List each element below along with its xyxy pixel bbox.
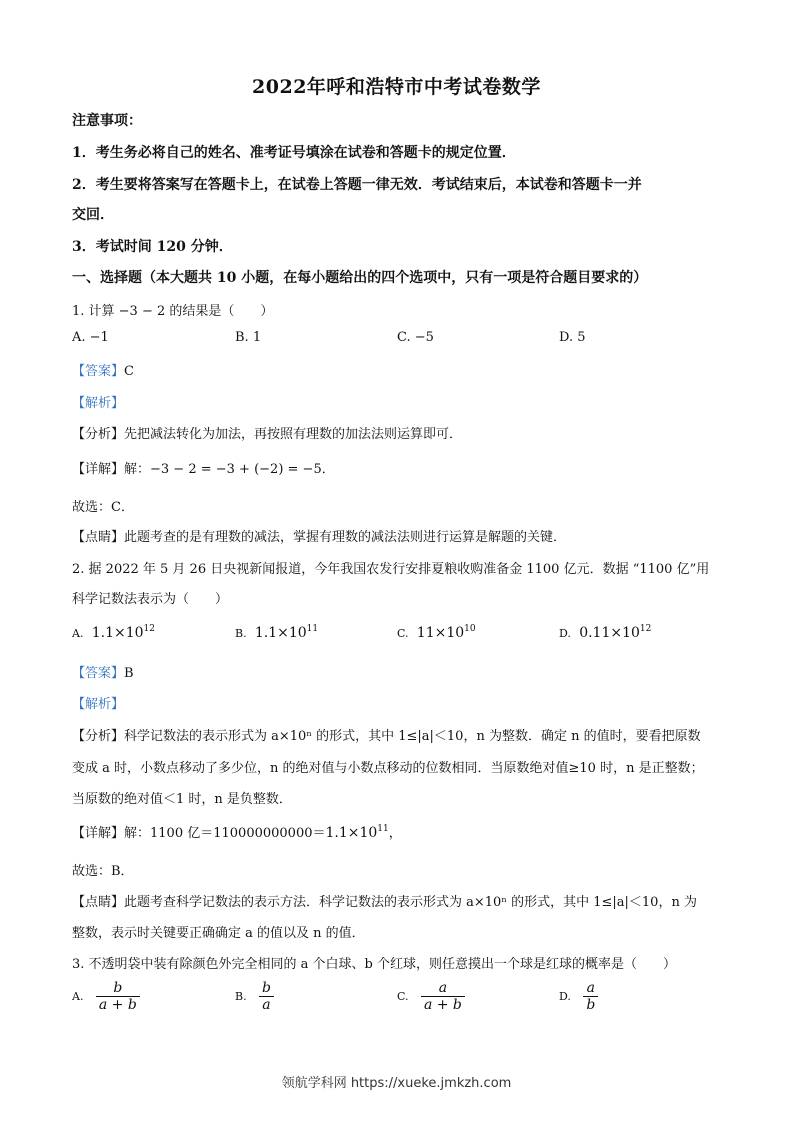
page-title: 2022年呼和浩特市中考试卷数学 (252, 76, 541, 98)
q2-jiexi (72, 693, 124, 712)
q2-option-a: A. $1.1\times 10^{12}$ (72, 624, 155, 641)
q2-option-d: D. $0.11\times 10^{12}$ (559, 624, 652, 641)
q1-jiexi (72, 392, 124, 411)
q2-analysis-line1 (72, 725, 701, 744)
comment-tag: 【点睛】 (72, 895, 125, 910)
notice-heading: 注意事项： (72, 113, 142, 129)
detail-tag: 【详解】 (72, 462, 125, 477)
comment-tag: 【点睛】 (72, 530, 125, 545)
q3-option-b: B. $\frac{b}{a}$ (235, 980, 274, 1013)
q1-analysis-text: 先把减法转化为加法，再按照有理数的加法法则运算即可． (124, 427, 463, 442)
footer-watermark: 领航学科网 https://xueke.jmkzh.com (281, 1076, 512, 1091)
q2-analysis-line3: 当原数的绝对值＜1 时，n 是负整数． (72, 792, 292, 807)
q1-option-a: A. −1 (72, 330, 109, 345)
answer-tag: 【答案】 (72, 364, 125, 379)
q1-option-d: D. 5 (559, 330, 586, 345)
q2-analysis-line2: 变成 a 时，小数点移动了多少位，n 的绝对值与小数点移动的位数相同．当原数绝对值≥10 时，n 是正整数； (72, 761, 704, 776)
analysis-tag: 【分析】 (72, 729, 125, 744)
q1-option-c: C. −5 (397, 330, 434, 345)
q1-detail (72, 458, 335, 477)
q2-stem-line2: 科学记数法表示为（ ） (72, 592, 229, 607)
q2-stem-line1: 2. 据 2022 年 5 月 26 日央视新闻报道，今年我国农发行安排夏粮收购准备金 1100 亿元．数据 “1100 亿”用 (72, 562, 710, 577)
notice-item-1: 1．考生务必将自己的姓名、准考证号填涂在试卷和答题卡的规定位置． (72, 145, 516, 161)
q3-option-a: A. $\frac{b}{a + b}$ (72, 980, 140, 1013)
q3-stem: 3. 不透明袋中装有除颜色外完全相同的 a 个白球、b 个红球，则任意摸出一个球是红球的概率是（ ） (72, 957, 677, 972)
q2-answer (72, 662, 134, 681)
q2-choose: 故选：B． (72, 864, 134, 879)
q1-choose: 故选：C． (72, 500, 134, 515)
q2-option-c: C. $11\times 10^{10}$ (397, 624, 476, 641)
notice-item-2: 2．考生要将答案写在答题卡上，在试卷上答题一律无效．考试结束后，本试卷和答题卡一并 (72, 177, 642, 193)
q2-comment-line1 (72, 891, 697, 910)
q1-option-b: B. 1 (235, 330, 262, 345)
q2-answer-value: B (124, 666, 134, 681)
q2-detail: 【详解】解：1100 亿$=110000000000=1.1\times 10^{11}$， (72, 824, 402, 841)
answer-tag: 【答案】 (72, 666, 125, 681)
q2-analysis-text: 科学记数法的表示形式为 a×10ⁿ 的形式，其中 1≤|a|＜10，n 为整数．确定 n 的值时，要看把原数 (124, 729, 701, 744)
notice-item-2-cont: 交回． (72, 207, 114, 223)
q2-comment-text: 此题考查科学记数法的表示方法．科学记数法的表示形式为 a×10ⁿ 的形式，其中 1≤|a|＜10，n 为 (124, 895, 697, 910)
q1-answer-value: C (124, 364, 134, 379)
q1-detail-text: 解：−3 − 2 = −3 + (−2) = −5． (124, 462, 335, 477)
q1-stem: 1. 计算 −3 − 2 的结果是（ ） (72, 304, 274, 319)
q1-answer (72, 360, 134, 379)
jiexi-tag: 【解析】 (72, 697, 125, 712)
jiexi-tag: 【解析】 (72, 396, 125, 411)
q1-analysis (72, 423, 462, 442)
section-heading: 一、选择题（本大题共 10 小题，在每小题给出的四个选项中，只有一项是符合题目要求的） (72, 270, 648, 286)
q2-option-b: B. $1.1\times 10^{11}$ (235, 624, 319, 641)
q3-option-d: D. $\frac{a}{b}$ (559, 980, 598, 1013)
q1-comment-text: 此题考查的是有理数的减法，掌握有理数的减法法则进行运算是解题的关键． (124, 530, 567, 545)
notice-item-3: 3．考试时间 120 分钟． (72, 239, 233, 255)
q1-comment (72, 526, 566, 545)
q3-option-c: C. $\frac{a}{a + b}$ (397, 980, 465, 1013)
analysis-tag: 【分析】 (72, 427, 125, 442)
detail-tag: 【详解】 (72, 826, 125, 841)
q2-comment-line2: 整数，表示时关键要正确确定 a 的值以及 n 的值． (72, 926, 365, 941)
